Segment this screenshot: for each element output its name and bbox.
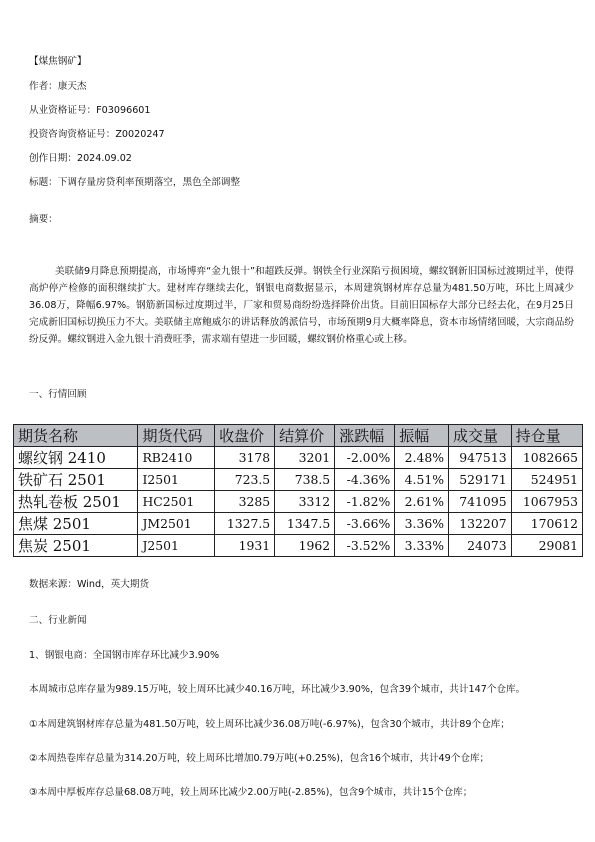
table-cell: 焦煤 2501 xyxy=(14,513,138,535)
consult-qualification-number: 投资咨询资格证号：Z0020247 xyxy=(29,129,165,140)
article-title: 标题：下调存量房贷利率预期落空，黑色全部调整 xyxy=(29,177,241,188)
table-cell: -1.82% xyxy=(335,491,395,513)
table-cell: 热轧卷板 2501 xyxy=(14,491,138,513)
table-cell: J2501 xyxy=(138,535,215,557)
table-cell: 1327.5 xyxy=(215,513,275,535)
table-cell: 947513 xyxy=(449,447,512,469)
table-cell: 螺纹钢 2410 xyxy=(14,447,138,469)
table-cell: 3.33% xyxy=(395,535,449,557)
futures-quote-table xyxy=(13,424,583,557)
creation-date: 创作日期：2024.09.02 xyxy=(29,153,132,164)
table-cell: 4.51% xyxy=(395,469,449,491)
table-cell: RB2410 xyxy=(138,447,215,469)
table-cell: -3.52% xyxy=(335,535,395,557)
table-cell: JM2501 xyxy=(138,513,215,535)
table-row xyxy=(14,447,583,469)
table-cell: 24073 xyxy=(449,535,512,557)
abstract-label: 摘要： xyxy=(29,214,58,225)
table-cell: 1082665 xyxy=(511,447,582,469)
table-cell: 723.5 xyxy=(215,469,275,491)
news-line-plate: ③本周中厚板库存总量68.08万吨，较上周环比减少2.00万吨(-2.85%)，包含9个城市，共计15个仓库； xyxy=(29,787,473,798)
table-cell: 738.5 xyxy=(275,469,335,491)
news-line-hot-rolled: ②本周热卷库存总量为314.20万吨，较上周环比增加0.79万吨(+0.25%)，包含16个城市，共计49个仓库； xyxy=(29,753,490,764)
table-cell: 3.36% xyxy=(395,513,449,535)
table-cell: 1931 xyxy=(215,535,275,557)
table-header-row xyxy=(14,425,583,447)
table-row xyxy=(14,491,583,513)
table-cell: 3201 xyxy=(275,447,335,469)
column-header: 收盘价 xyxy=(215,425,275,447)
news-line-construction-steel: ①本周建筑钢材库存总量为481.50万吨，较上周环比减少36.08万吨(-6.97%)，包含30个城市，共计89个仓库； xyxy=(29,719,510,730)
qualification-number: 从业资格证号：F03096601 xyxy=(29,105,151,116)
table-cell: 焦炭 2501 xyxy=(14,535,138,557)
section-title-industry-news: 二、行业新闻 xyxy=(29,615,87,626)
data-source: 数据来源：Wind，英大期货 xyxy=(29,579,150,590)
news-summary: 本周城市总库存量为989.15万吨，较上周环比减少40.16万吨，环比减少3.90%，包含39个城市，共计147个仓库。 xyxy=(29,684,526,695)
table-cell: 132207 xyxy=(449,513,512,535)
section-title-market-review: 一、行情回顾 xyxy=(29,389,87,400)
abstract-paragraph: 美联储9月降息预期提高，市场博弈“金九银十”和超跌反弹。钢铁全行业深陷亏损困境，螺纹钢新旧国标过渡期过半，使得高炉停产检修的面积继续扩大。建材库存继续去化，钢银电商数据显示，本周建筑钢材库存总量为481.50万吨，环比上周减少36.08万，降幅6.97%。钢筋新国标过度期过半，厂家和贸易商纷纷选择降价出货。目前旧国标存大部分已经去化，在9月25日 完成新旧国标切换压力不大。美联储主席鲍威尔的讲话释放鸽派信号，市场预期9月大概率降息，资本市场情绪回暖，大宗商品纷纷反弹。螺纹钢进入金九银十消费旺季，需求端有望进一步回暖，螺纹钢价格重心或上移。 xyxy=(29,266,574,345)
table-cell: 524951 xyxy=(511,469,582,491)
category-label: 【煤焦钢矿】 xyxy=(29,56,87,67)
table-cell: 2.61% xyxy=(395,491,449,513)
column-header: 期货代码 xyxy=(138,425,215,447)
table-row xyxy=(14,513,583,535)
column-header: 成交量 xyxy=(449,425,512,447)
table-cell: 2.48% xyxy=(395,447,449,469)
table-cell: 3178 xyxy=(215,447,275,469)
table-cell: 3285 xyxy=(215,491,275,513)
column-header: 振幅 xyxy=(395,425,449,447)
table-cell: 529171 xyxy=(449,469,512,491)
author: 作者：康天杰 xyxy=(29,81,87,92)
table-cell: 1962 xyxy=(275,535,335,557)
table-cell: I2501 xyxy=(138,469,215,491)
column-header: 结算价 xyxy=(275,425,335,447)
column-header: 期货名称 xyxy=(14,425,138,447)
table-cell: -2.00% xyxy=(335,447,395,469)
table-cell: HC2501 xyxy=(138,491,215,513)
news-item-title: 1、钢银电商：全国钢市库存环比减少3.90% xyxy=(29,650,220,661)
table-cell: 170612 xyxy=(511,513,582,535)
table-cell: 29081 xyxy=(511,535,582,557)
table-cell: 3312 xyxy=(275,491,335,513)
column-header: 涨跌幅 xyxy=(335,425,395,447)
table-cell: 1067953 xyxy=(511,491,582,513)
column-header: 持仓量 xyxy=(511,425,582,447)
table-cell: 741095 xyxy=(449,491,512,513)
table-cell: -4.36% xyxy=(335,469,395,491)
table-cell: -3.66% xyxy=(335,513,395,535)
table-row xyxy=(14,535,583,557)
table-row xyxy=(14,469,583,491)
table-cell: 铁矿石 2501 xyxy=(14,469,138,491)
table-cell: 1347.5 xyxy=(275,513,335,535)
